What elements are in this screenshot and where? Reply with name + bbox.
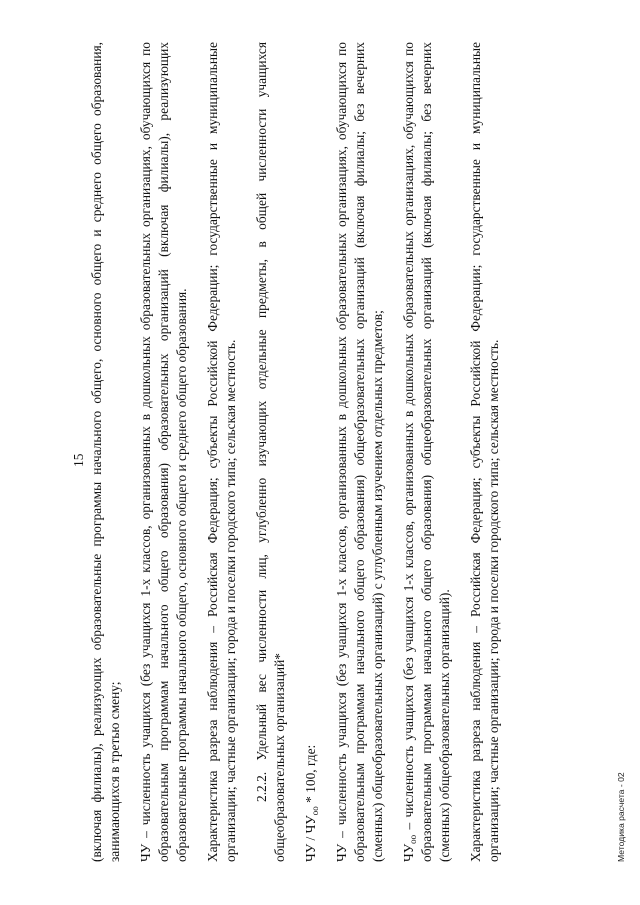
formula-var-2: ЧУ [303, 815, 318, 834]
document-body [88, 42, 516, 862]
formula-subscript: оо [310, 806, 320, 816]
paragraph-continuation: (включая филиалы), реализующих образовательные программы начального общего, основного общего и среднего общего образования, занимающихся в третью смену; [89, 42, 122, 862]
definition-chu-oo-text: – численность учащихся (без учащихся 1-х классов, организованных в дошкольных образовательных организациях, обучающихся по образовательным программам начального общего образования) общеобразовательных организаций (включая филиалы; без вечерних (сменных) общеобразовательных организаций). [401, 42, 452, 862]
section-heading-2-2-2: 2.2.2. Удельный вес численности лиц, углубленно изучающих отдельные предметы, в общей численности учащихся общеобразовательных организаций* [254, 42, 287, 862]
definition-chu-oo-var: ЧУ [401, 843, 416, 862]
definition-chu-oo [400, 42, 454, 862]
formula-slash: / [303, 833, 318, 844]
formula-tail: * 100, где: [303, 744, 318, 807]
page-footer: Методика расчета - 02 [616, 772, 626, 862]
page-number: 15 [71, 453, 86, 467]
observation-section-2: Характеристика разреза наблюдения – Российская Федерация; субъекты Российской Федерации; государственные и муниципальные организации; частные организации; города и поселки городского типа; сельская местность. [468, 42, 501, 862]
definition-chu: ЧУ – численность учащихся (без учащихся 1-х классов, организованных в дошкольных образовательных организациях, обучающихся по образовательным программам начального общего образования) образовательных организаций (включая филиалы), реализующих образовательные программы начального общего, основного общего и среднего общего образования. [138, 42, 189, 862]
definition-chu-deep: ЧУ – численность учащихся (без учащихся 1-х классов, организованных в дошкольных образовательных организациях, обучающихся по образовательным программам начального общего образования) общеобразовательных организаций (включая филиалы; без вечерних (сменных) общеобразовательных организаций) с углубленным изучением отдельных предметов; [334, 42, 385, 862]
observation-section-1: Характеристика разреза наблюдения – Российская Федерация; субъекты Российской Федерации; государственные и муниципальные организации; частные организации; города и поселки городского типа; сельская местность. [205, 42, 238, 862]
definition-chu-oo-subscript: оо [408, 834, 418, 844]
rotated-content [68, 42, 640, 862]
formula [302, 42, 320, 862]
formula-var-1: ЧУ [303, 843, 318, 862]
